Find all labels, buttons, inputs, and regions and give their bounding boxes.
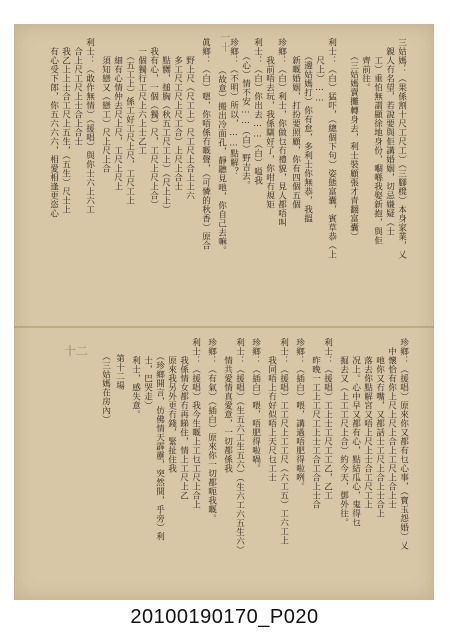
script-column: 我有心，一個（獨）尺，工尺上尺上合） [148,38,159,209]
script-column: （珍鄉開言，仿佛情天霹靂，突然間，乎旁）利 [154,338,165,541]
script-column: 利士：（援唱）工上士工尺工工乙，乙工 [322,338,333,500]
script-column: 利士：（援唱）我今生嘅上工乜工尺上合上 [190,338,201,509]
script-column: 我同唔上冇好似唔上天尺乜工士 [266,338,277,482]
script-column: 利士：（白）猛吓，（總個下句）姿態富囊，賓草恭（上 [326,38,337,259]
script-column: 掘去又（上工工尺上合）約今天，鄧外往。 [338,338,349,527]
script-column: 我係情女都冇再睇住，情上工尺上乙 [178,338,189,500]
script-column: 中懷恰有你上尺上尺上合上工尺上合上士 [386,338,397,509]
script-column: 我乙上上士合工尺上五生，（五生）尺士上 [60,38,71,214]
script-column: 點嬲，搥胸（秋五工尺工上）（尺上上） [160,38,171,214]
script-column: 工）重怕無謂顯徐地身份，嗰喺我娶新抱，與佢 [372,38,383,245]
script-column: 珍鄉：（插白）喂，講過唔肥得啦咧。 [294,338,305,491]
scene-heading: 第十二場 [114,354,125,390]
document-page [14,24,434,600]
script-column: 原來我另外更冇錢，緊扯住我 [166,338,177,473]
script-column: 利士：（白）你出去……（白）嗌我 [252,38,263,185]
script-column: 一個獨行工尺上六上士乙工 [136,38,147,155]
script-column: （三姑媽賣攤轉身去，利士裝顧張才青翻富囊） [348,38,359,241]
script-column: 珍鄉：（有氣）（插白）原來你一切都呃我嘅。 [206,338,217,523]
image-caption: 20100190170_P020 [130,606,319,628]
script-column: 珍鄉：（不明）所以，……點解？ [228,38,239,176]
page-fold [14,326,434,328]
script-column: （五工上）係工好工尺上尺，工尺工上 [124,38,135,205]
script-column: 我前唔去玩，我係瞓好了，你咁冇規矩 [264,38,275,209]
script-column: （三姑媽在房內） [100,338,111,424]
script-column: 新嘅婚姻，打扮要照顧，你有四個五個 [290,38,301,209]
script-column: 有心受下郎，你五六六六，相愛相逢更恣心 [48,38,59,218]
script-column: （心）情不安……（白）野吉去。 [240,38,251,190]
script-column: 落去你點解宮又唔上尺上士合工尺工上 [362,338,373,509]
script-column: （邊姑媽打）你有怠，多利士你無恭，我搵 [302,38,313,223]
script-column: 珍鄉：（插白）喂，唔肥得啦喎。 [250,338,261,473]
script-column: 合上尺工尺上士合上合士 [72,38,83,146]
script-column: 吔你又冇嘴，又都話士工尺上合上士合上 [374,338,385,518]
script-column: 須知戀又（戀工）尺上尺上合 [100,38,111,173]
script-column: 利士：（援唱）（生五六工生五六）（生六工六五生六） [234,338,245,555]
script-column: 利士，感失意。 [130,338,141,419]
script-column: 情共愛情真愛意，一切都係我 [222,338,233,473]
page-mark-bottom: 十二 [64,344,89,358]
script-column: 多工尺工尺上尺工合）上尺上合士 [172,38,183,191]
script-column: 齊前往。 [360,38,371,92]
script-column: （故意）搬出冷面孔，靜聽見吔，你自己去嘛。 [216,52,227,255]
script-column: 眞鄉：（白）嗯，你唔係冇嘅聲，（可憐的秋香）原合 [200,38,211,250]
script-column: 利士：（援唱）工工尺上工工尺（六工五）工六工上 [278,338,289,545]
script-column: 細有心情仲去尺上尺，工尺上尺上 [112,38,123,191]
page-mark-top: 一十 [218,32,229,52]
script-column: 利士：（敢作無情）（援唱）與你士六上六工 [84,38,95,214]
script-column: 士，巴哭走） [142,338,153,410]
script-column: 野上尺（尺工上）尺工尺上合上上六 [184,38,195,200]
script-column: 尺上）…… [314,38,325,104]
script-column: 三姑媽：（果係割十尺工尺工）（三腳櫈）本身家業，乂 [396,38,407,259]
script-column: 昨晚一工上工尺工上士工合工合上士合 [310,338,321,509]
script-column: 珍鄉：（白）利士，你做乜冇禮貌，見人都唔叫 [276,38,287,227]
script-column: 珍鄉：（援唱）原來你又都有乜心事，（寶玉怨婚）乂 [398,338,409,550]
script-column: 親人冇名望，若說要與佢講婚姻，切忌嫌疑（士 [384,38,395,236]
script-column: 况上。心中早又都有心，點結瓜心，鬼得乜 [350,338,361,527]
